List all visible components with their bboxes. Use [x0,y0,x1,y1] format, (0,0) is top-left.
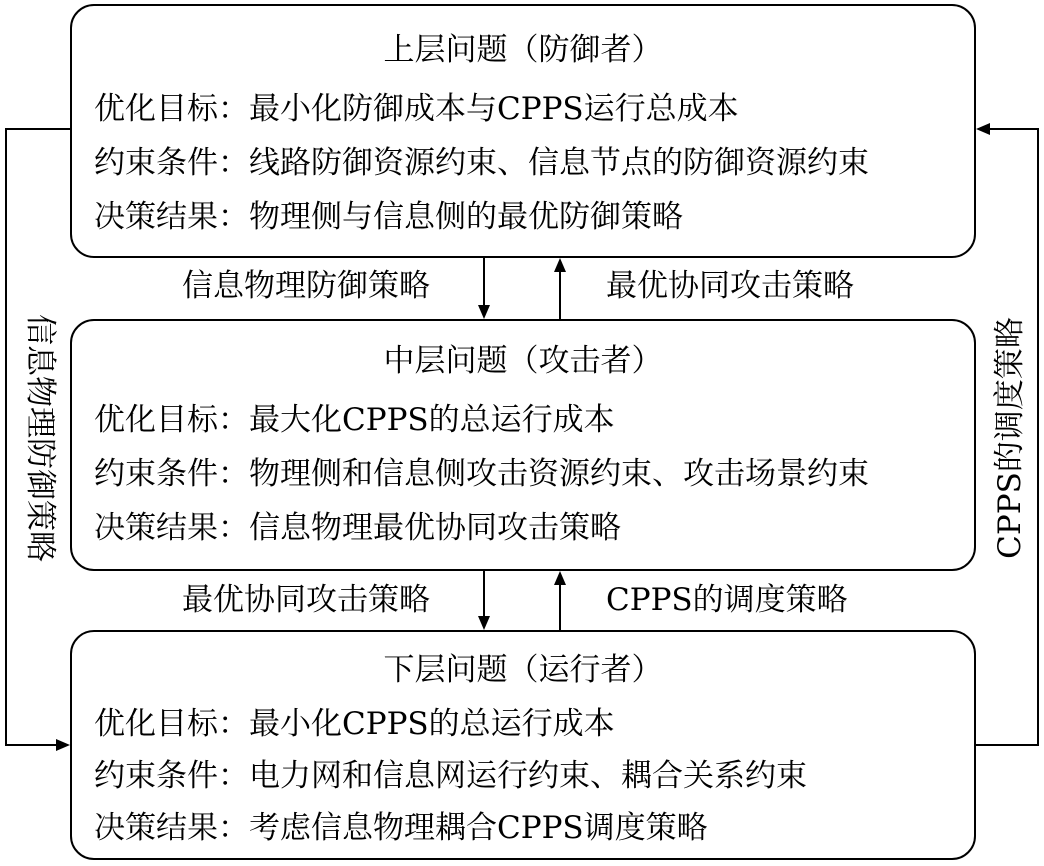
arrowhead-bot-to-mid [554,571,566,585]
arrowhead-left-loop [56,739,70,751]
upper-level-constraint: 约束条件：线路防御资源约束、信息节点的防御资源约束 [94,145,869,181]
lower-level-constraint: 约束条件：电力网和信息网运行约束、耦合关系约束 [94,758,807,794]
lower-level-result: 决策结果：考虑信息物理耦合CPPS调度策略 [94,810,708,846]
label-right-loop: CPPS的调度策略 [992,317,1028,559]
label-mid-to-bot: 最优协同攻击策略 [182,582,430,618]
middle-level-title: 中层问题（攻击者） [383,343,663,379]
label-top-to-mid: 信息物理防御策略 [182,268,430,304]
arrowhead-top-to-mid [478,305,490,319]
label-mid-to-top: 最优协同攻击策略 [606,268,854,304]
arrowhead-mid-to-top [554,258,566,272]
label-left-loop: 信息物理防御策略 [22,314,58,562]
middle-level-objective: 优化目标：最大化CPPS的总运行成本 [94,402,615,438]
arrowhead-right-loop [976,123,990,135]
lower-level-problem-box [70,630,976,860]
upper-level-result: 决策结果：物理侧与信息侧的最优防御策略 [94,199,683,235]
upper-level-problem-box [70,4,976,258]
arrowhead-mid-to-bot [478,616,490,630]
middle-level-result: 决策结果：信息物理最优协同攻击策略 [94,510,621,546]
lower-level-title: 下层问题（运行者） [383,652,663,688]
upper-level-objective: 优化目标：最小化防御成本与CPPS运行总成本 [94,91,739,127]
middle-level-problem-box [70,319,976,571]
middle-level-constraint: 约束条件：物理侧和信息侧攻击资源约束、攻击场景约束 [94,456,869,492]
label-bot-to-mid: CPPS的调度策略 [606,582,848,618]
upper-level-title: 上层问题（防御者） [383,32,663,68]
lower-level-objective: 优化目标：最小化CPPS的总运行成本 [94,706,615,742]
